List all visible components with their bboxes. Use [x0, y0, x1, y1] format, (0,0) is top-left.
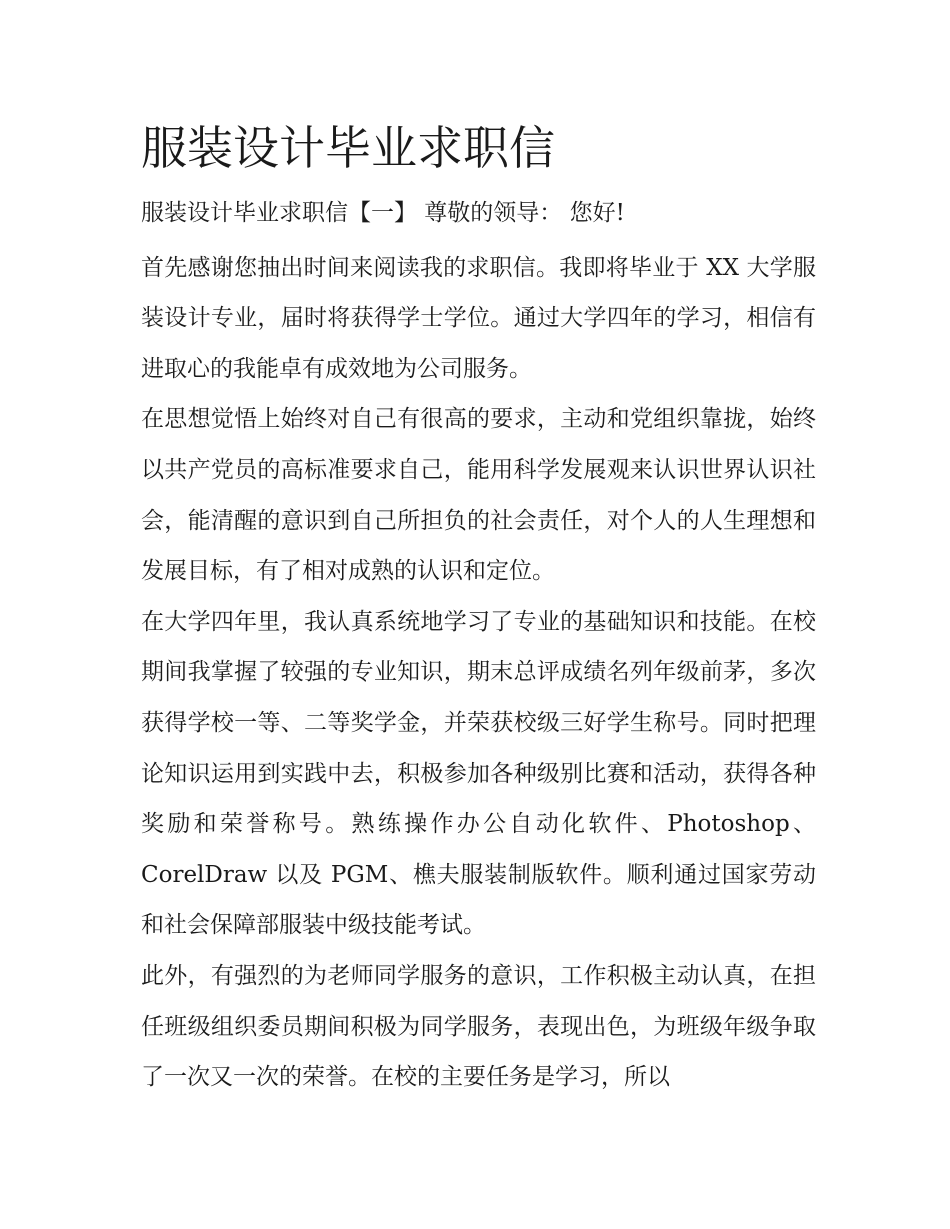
- document-page: [141, 118, 816, 1103]
- document-title: 服装设计毕业求职信: [141, 121, 555, 175]
- body-paragraph-studies: 在大学四年里，我认真系统地学习了专业的基础知识和技能。在校期间我掌握了较强的专业知识，期末总评成绩名列年级前茅，多次获得学校一等、二等奖学金，并荣获校级三好学生称号。同时把理论知识运用到实践中去，积极参加各种级别比赛和活动，获得各种奖励和荣誉称号。熟练操作办公自动化软件、Photoshop、CorelDraw 以及 PGM、樵夫服装制版软件。顺利通过国家劳动和社会保障部服装中级技能考试。: [141, 608, 816, 939]
- body-paragraph-service: 此外，有强烈的为老师同学服务的意识，工作积极主动认真，在担任班级组织委员期间积极为同学服务，表现出色，为班级年级争取了一次又一次的荣誉。在校的主要任务是学习，所以: [141, 962, 816, 1091]
- body-paragraph-intro: 首先感谢您抽出时间来阅读我的求职信。我即将毕业于 XX 大学服装设计专业，届时将获得学士学位。通过大学四年的学习，相信有进取心的我能卓有成效地为公司服务。: [141, 254, 816, 382]
- body-paragraph-ideology: 在思想觉悟上始终对自己有很高的要求，主动和党组织靠拢，始终以共产党员的高标准要求自己，能用科学发展观来认识世界认识社会，能清醒的意识到自己所担负的社会责任，对个人的人生理想和发展目标，有了相对成熟的认识和定位。: [141, 406, 816, 585]
- salutation-paragraph: 服装设计毕业求职信【一】 尊敬的领导： 您好!: [141, 200, 625, 226]
